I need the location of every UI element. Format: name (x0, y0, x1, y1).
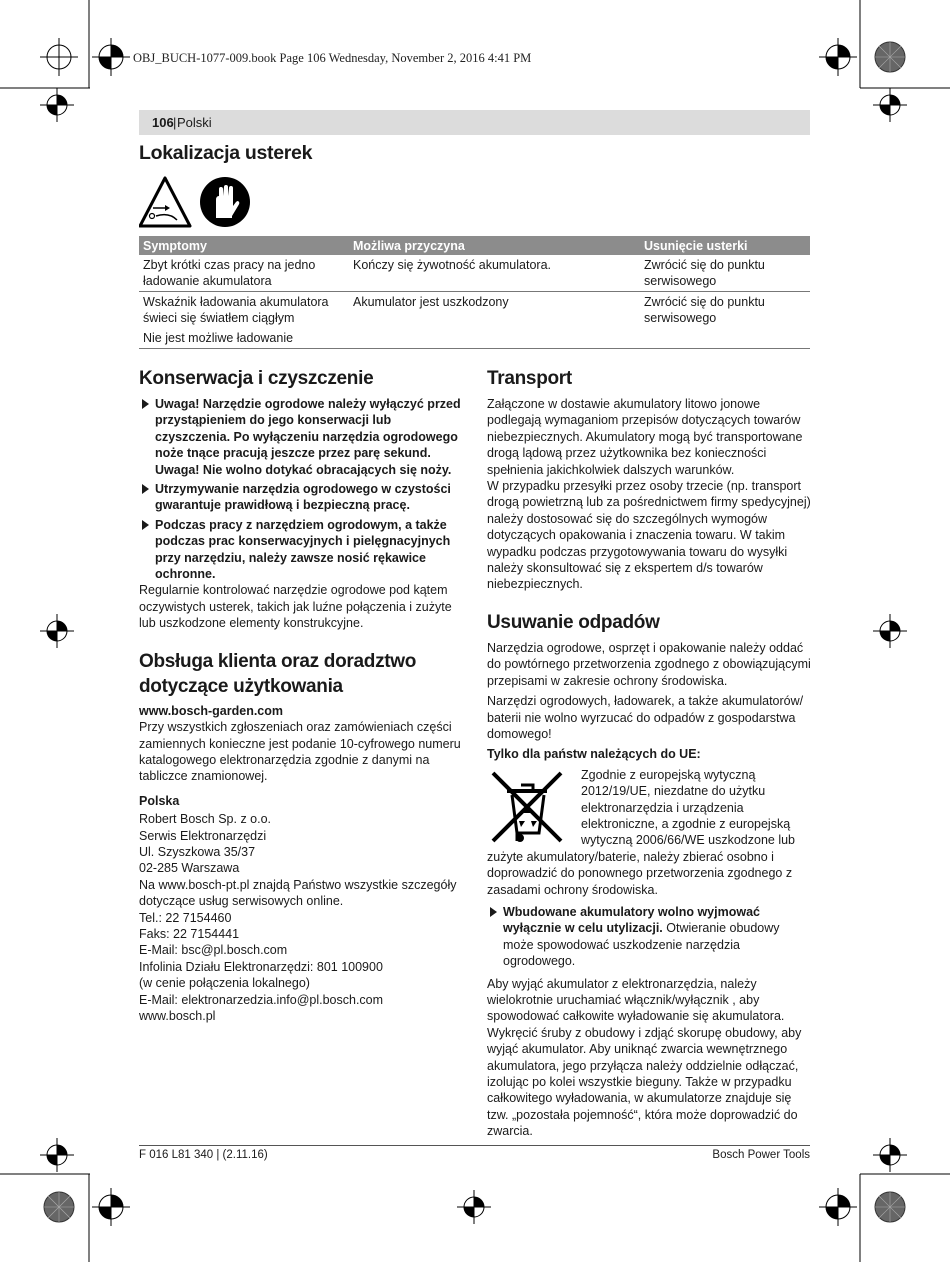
address-line: Faks: 22 7154441 (139, 926, 240, 941)
address-line: E-Mail: bsc@pl.bosch.com (139, 943, 288, 958)
service-country: Polska (139, 793, 180, 808)
page-header-bar (139, 110, 810, 135)
bullet-arrow-icon (142, 399, 149, 409)
warning-triangle-icon (140, 178, 190, 226)
right-column (487, 366, 811, 1140)
footer-divider (139, 1145, 810, 1146)
table-cell: Zwrócić się do punktu serwisowego (644, 295, 765, 325)
address-line: E-Mail: elektronarzedzia.info@pl.bosch.com (139, 992, 384, 1007)
address-line: 02-285 Warszawa (139, 861, 240, 876)
service-url: www.bosch-garden.com (139, 703, 284, 718)
troubleshooting-title: Lokalizacja usterek (139, 142, 313, 164)
address-line: Ul. Szyszkowa 35/37 (139, 844, 256, 859)
page-number: 106 (152, 115, 174, 130)
eu-text: Zgodnie z europejską wytyczną 2012/19/UE, niezdatne do użytku elektronarzędzia i urządzenia elektroniczne, a zgodnie z europejską wytyczną 2006/66/WE uszkodzone lub zużyte akumulatory/baterie, należy zbierać osobno i doprowadzić do ponownego przetworzenia zgodnego z zasadami ochrony środowiska. (487, 767, 796, 897)
table-row (139, 328, 810, 349)
table-cell (640, 328, 810, 349)
column-header: Usunięcie usterki (640, 236, 810, 255)
footer-doc-number: F 016 L81 340 | (2.11.16) (139, 1149, 268, 1161)
file-header: OBJ_BUCH-1077-009.book Page 106 Wednesday, November 2, 2016 4:41 PM (133, 51, 532, 65)
weee-block (487, 767, 811, 898)
bullet-arrow-icon (142, 484, 149, 494)
address-line: Tel.: 22 7154460 (139, 910, 232, 925)
footer-brand: Bosch Power Tools (712, 1149, 810, 1161)
protective-gloves-icon (200, 177, 250, 227)
left-column (139, 366, 463, 1024)
table-cell: Zbyt krótki czas pracy na jedno ładowanie akumulatora (139, 255, 349, 292)
column-header: Symptomy (139, 236, 349, 255)
column-header: Możliwa przyczyna (349, 236, 640, 255)
service-title: Obsługa klienta oraz doradztwo dotyczące użytkowania (139, 650, 417, 697)
bullet-arrow-icon (490, 907, 497, 917)
table-cell: Wskaźnik ładowania akumulatora świeci się światłem ciągłym (143, 295, 329, 325)
transport-paragraph: Załączone w dostawie akumulatory litowo jonowe podlegają wymaganiom przepisów dotyczących towarów niebezpiecznych. Akumulatory mogą być transportowane drogą lądową przez użytkownika bez konieczności spełnienia jakichkolwiek dalszych warunków. (487, 397, 803, 477)
table-row (139, 292, 810, 329)
maintenance-title: Konserwacja i czyszczenie (139, 368, 374, 389)
safety-icons (139, 176, 254, 230)
transport-title: Transport (487, 368, 572, 389)
transport-paragraph: W przypadku przesyłki przez osoby trzecie (np. transport drogą powietrzną lub za pośrednictwem firmy spedycyjnej) należy dostosować się do szczególnych wymogów dotyczących opakowania i znaczenia towaru. W takim wypadku podczas przygotowywania towaru do wysyłki należy skonsultować się z ekspertem d/s towarów niebezpiecznych. (487, 479, 811, 592)
disposal-paragraph: Narzędzi ogrodowych, ładowarek, a także akumulatorów/ baterii nie wolno wyrzucać do odpadów z gospodarstwa domowego! (487, 694, 804, 741)
troubleshooting-table (139, 236, 810, 349)
disposal-paragraph: Aby wyjąć akumulator z elektronarzędzia, należy wielokrotnie uruchamiać włącznik/wyłącznik , aby spowodować całkowite wyładowanie się akumulatora. Wykręcić śruby z obudowy i zdjąć skorupę obudowy, aby wyjąć akumulator. Aby uniknąć zwarcia wewnętrznego akumulatora, jego przyłącza należy oddzielnie odłączać, izolując po kolei wszystkie bieguny. Także w przypadku całkowitego wyładowania, w akumulatorze znajduje się tzw. „pozostała pojemność“, która może doprowadzić do zwarcia. (487, 976, 802, 1139)
table-cell: Akumulator jest uszkodzony (353, 295, 509, 309)
address-line: Infolinia Działu Elektronarzędzi: 801 100900 (139, 959, 383, 974)
maintenance-bullet: Uwaga! Narzędzie ogrodowe należy wyłączyć przed przystąpieniem do jego konserwacji lub czyszczenia. Po wyłączeniu narzędzia ogrodowego noże tnące pracują jeszcze przez parę sekund. Uwaga! Nie wolno dotykać obracających się noży. (139, 396, 463, 478)
maintenance-bullet: Utrzymywanie narzędzia ogrodowego w czystości gwarantuje prawidłową i bezpieczną pracę. (139, 481, 463, 514)
address-line: (w cenie połączenia lokalnego) (139, 976, 310, 991)
disposal-title: Usuwanie odpadów (487, 611, 660, 633)
address-line: Robert Bosch Sp. z o.o. (139, 812, 272, 827)
maintenance-bullet: Podczas pracy z narzędziem ogrodowym, a także podczas prac konserwacyjnych i pielęgnacyjnych przy narzędziu, należy zawsze nosić rękawice ochronne. (139, 517, 463, 583)
header-separator: | (173, 115, 177, 130)
table-cell: Kończy się żywotność akumulatora. (349, 255, 640, 292)
eu-heading: Tylko dla państw należących do UE: (487, 747, 701, 762)
address-line: www.bosch.pl (139, 1009, 216, 1023)
table-cell: Nie jest możliwe ładowanie (139, 328, 349, 349)
crossed-out-wheelie-bin-icon (487, 767, 567, 847)
table-row (139, 255, 810, 292)
table-cell: Zwrócić się do punktu serwisowego (640, 255, 810, 292)
table-header-row (139, 236, 810, 255)
table-cell (349, 328, 640, 349)
bullet-arrow-icon (142, 520, 149, 530)
disposal-bullet: Wbudowane akumulatory wolno wyjmować wyłącznie w celu utylizacji. Otwieranie obudowy może spowodować uszkodzenie narzędzia ogrodowego. (487, 904, 811, 970)
header-language: Polski (177, 115, 212, 130)
address-line: Serwis Elektronarzędzi (139, 828, 267, 843)
address-line: Na www.bosch-pt.pl znajdą Państwo wszystkie szczegóły dotyczące usług serwisowych online. (139, 877, 457, 909)
maintenance-text: Regularnie kontrolować narzędzie ogrodowe pod kątem oczywistych usterek, takich jak luźne połączenia i zużyte lub uszkodzone elementy konstrukcyjne. (139, 583, 452, 631)
disposal-paragraph: Narzędzia ogrodowe, osprzęt i opakowanie należy oddać do powtórnego przetworzenia zgodnego z obowiązującymi przepisami w zakresie ochrony środowiska. (487, 640, 811, 688)
service-text: Przy wszystkich zgłoszeniach oraz zamówieniach części zamiennych konieczne jest podanie 10-cyfrowego numeru katalogowego elektronarzędzia zgodnie z danymi na tabliczce znamionowej. (139, 720, 461, 784)
